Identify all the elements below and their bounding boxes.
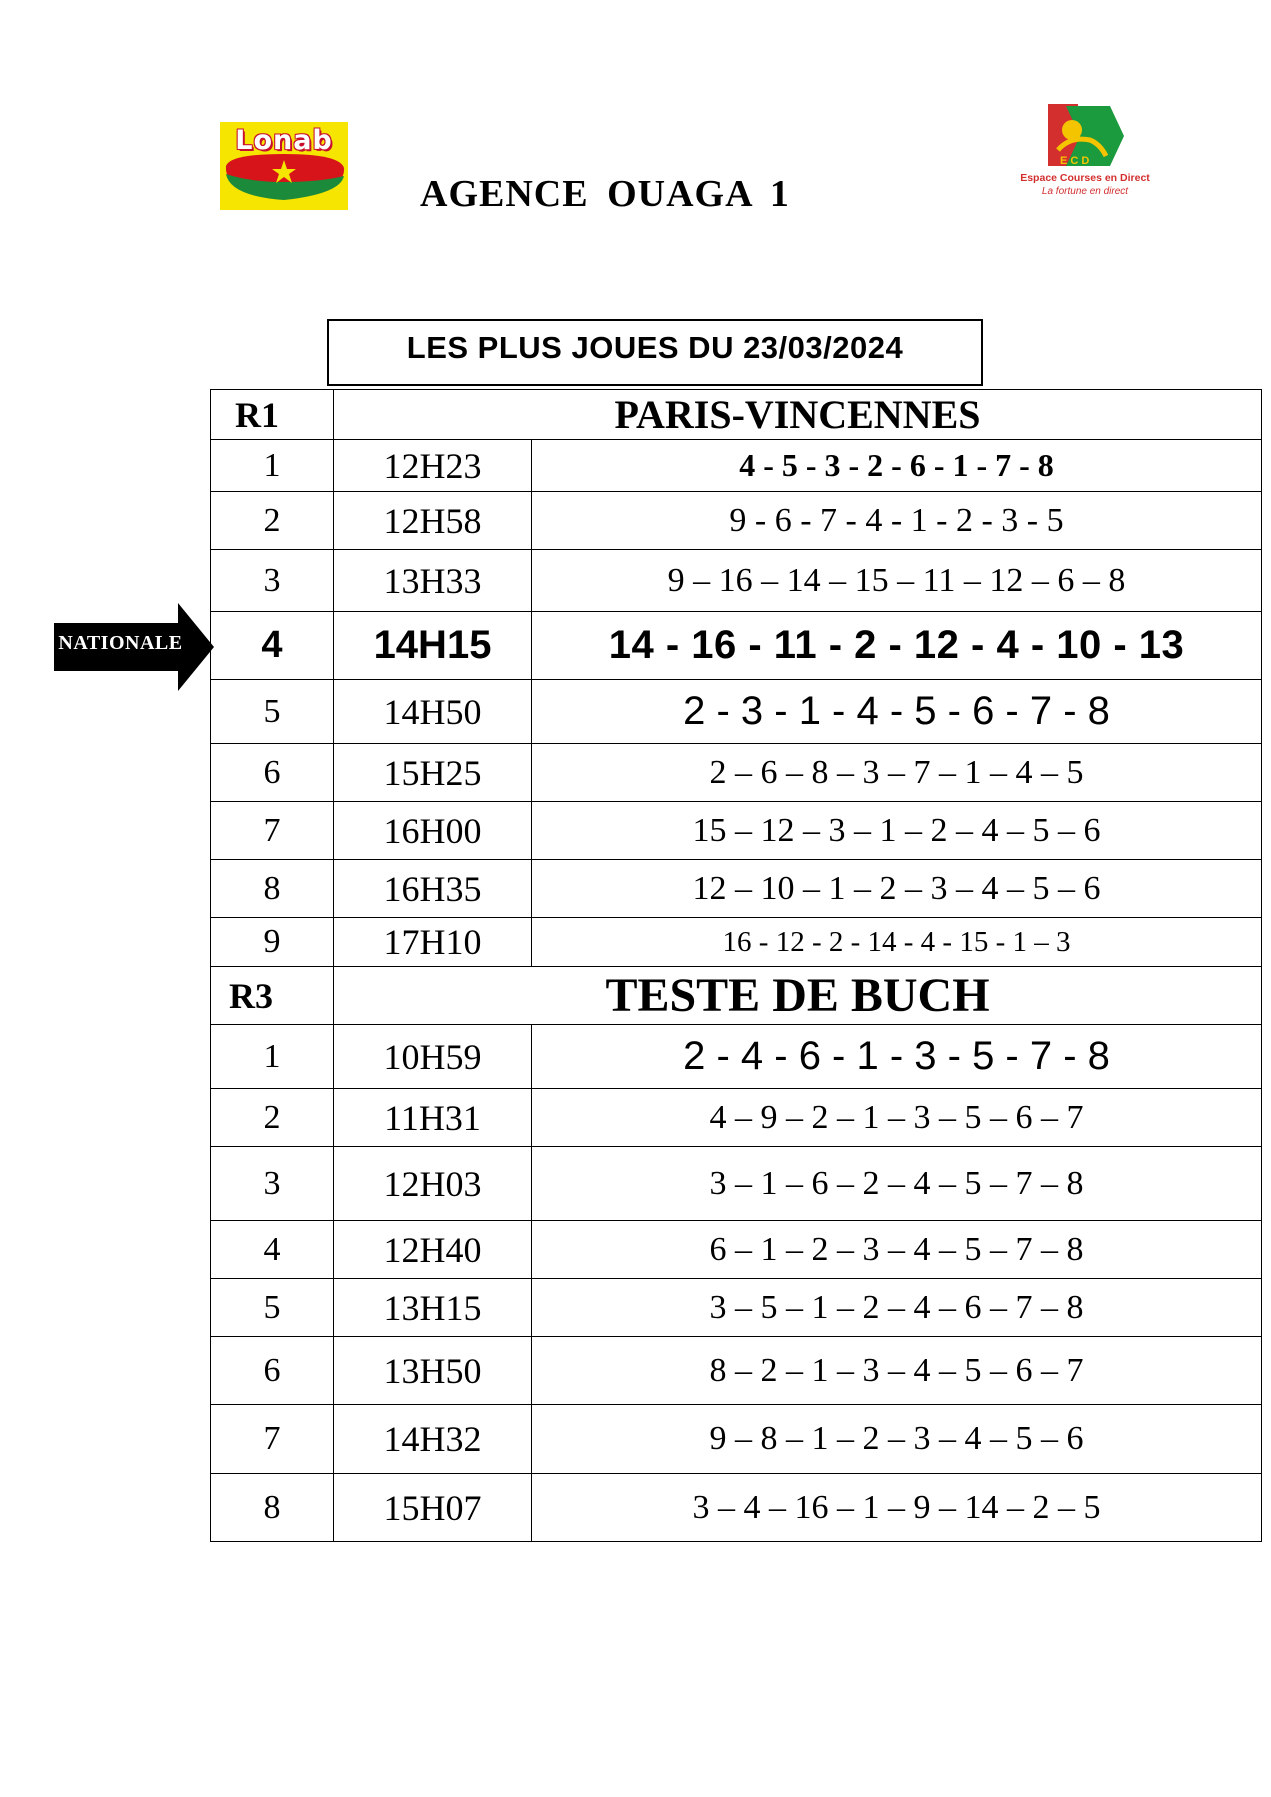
race-number: 7 — [211, 802, 334, 860]
race-result: 9 - 6 - 7 - 4 - 1 - 2 - 3 - 5 — [532, 492, 1262, 550]
table-row — [211, 802, 1262, 860]
race-result: 16 - 12 - 2 - 14 - 4 - 15 - 1 – 3 — [532, 918, 1262, 967]
table-row — [211, 860, 1262, 918]
race-result: 15 – 12 – 3 – 1 – 2 – 4 – 5 – 6 — [532, 802, 1262, 860]
table-row — [211, 1279, 1262, 1337]
table-row — [211, 1474, 1262, 1542]
ecd-tagline: Espace Courses en Direct — [1020, 172, 1150, 184]
race-time: 10H59 — [334, 1025, 532, 1089]
table-row-nationale — [211, 612, 1262, 680]
race-number: 6 — [211, 744, 334, 802]
race-result: 3 – 4 – 16 – 1 – 9 – 14 – 2 – 5 — [532, 1474, 1262, 1542]
race-number: 1 — [211, 1025, 334, 1089]
race-number: 9 — [211, 918, 334, 967]
agency-title: AGENCE OUAGA 1 — [420, 173, 790, 215]
race-number: 2 — [211, 492, 334, 550]
race-time: 13H33 — [334, 550, 532, 612]
race-result: 4 – 9 – 2 – 1 – 3 – 5 – 6 – 7 — [532, 1089, 1262, 1147]
race-time: 17H10 — [334, 918, 532, 967]
race-time: 15H07 — [334, 1474, 532, 1542]
meeting-header-r3 — [211, 967, 1262, 1025]
race-number: 8 — [211, 860, 334, 918]
race-time: 13H50 — [334, 1337, 532, 1405]
race-result: 2 - 4 - 6 - 1 - 3 - 5 - 7 - 8 — [532, 1025, 1262, 1089]
race-number: 3 — [211, 550, 334, 612]
race-time: 15H25 — [334, 744, 532, 802]
races-table — [210, 389, 1262, 1542]
race-result: 4 - 5 - 3 - 2 - 6 - 1 - 7 - 8 — [532, 440, 1262, 492]
reunion-label: R1 — [211, 390, 334, 440]
race-time: 16H00 — [334, 802, 532, 860]
meeting-header-r1 — [211, 390, 1262, 440]
race-result: 3 – 5 – 1 – 2 – 4 – 6 – 7 – 8 — [532, 1279, 1262, 1337]
race-result: 3 – 1 – 6 – 2 – 4 – 5 – 7 – 8 — [532, 1147, 1262, 1221]
race-result: 9 – 16 – 14 – 15 – 11 – 12 – 6 – 8 — [532, 550, 1262, 612]
race-number: 8 — [211, 1474, 334, 1542]
ecd-letters: E C D — [1060, 155, 1090, 167]
race-time: 12H58 — [334, 492, 532, 550]
race-time: 14H32 — [334, 1405, 532, 1474]
lonab-logo — [220, 122, 348, 210]
race-number: 5 — [211, 680, 334, 744]
table-row — [211, 1405, 1262, 1474]
race-number: 1 — [211, 440, 334, 492]
race-result: 12 – 10 – 1 – 2 – 3 – 4 – 5 – 6 — [532, 860, 1262, 918]
table-row — [211, 550, 1262, 612]
table-row — [211, 1147, 1262, 1221]
title-box — [327, 319, 983, 386]
nationale-label: NATIONALE — [58, 632, 183, 654]
table-row — [211, 1089, 1262, 1147]
race-result: 8 – 2 – 1 – 3 – 4 – 5 – 6 – 7 — [532, 1337, 1262, 1405]
race-time: 13H15 — [334, 1279, 532, 1337]
table-row — [211, 918, 1262, 967]
race-time: 12H23 — [334, 440, 532, 492]
table-row — [211, 1221, 1262, 1279]
table-row — [211, 1025, 1262, 1089]
table-row — [211, 744, 1262, 802]
race-number: 4 — [211, 1221, 334, 1279]
race-time: 14H50 — [334, 680, 532, 744]
lonab-logo-word: Lonab — [235, 125, 333, 156]
race-number: 7 — [211, 1405, 334, 1474]
page-title: LES PLUS JOUES DU 23/03/2024 — [406, 330, 904, 365]
race-result: 2 – 6 – 8 – 3 – 7 – 1 – 4 – 5 — [532, 744, 1262, 802]
reunion-label: R3 — [211, 967, 334, 1025]
table-row — [211, 680, 1262, 744]
table-row — [211, 492, 1262, 550]
venue-name: PARIS-VINCENNES — [334, 390, 1262, 440]
table-row — [211, 1337, 1262, 1405]
table-row — [211, 440, 1262, 492]
race-time: 12H03 — [334, 1147, 532, 1221]
race-result: 2 - 3 - 1 - 4 - 5 - 6 - 7 - 8 — [532, 680, 1262, 744]
race-result: 14 - 16 - 11 - 2 - 12 - 4 - 10 - 13 — [532, 612, 1262, 680]
ecd-slogan: La fortune en direct — [1041, 186, 1129, 197]
race-time: 11H31 — [334, 1089, 532, 1147]
race-number: 6 — [211, 1337, 334, 1405]
race-time: 12H40 — [334, 1221, 532, 1279]
race-number: 2 — [211, 1089, 334, 1147]
race-result: 9 – 8 – 1 – 2 – 3 – 4 – 5 – 6 — [532, 1405, 1262, 1474]
ecd-logo — [1010, 100, 1160, 205]
race-number: 4 — [211, 612, 334, 680]
race-number: 3 — [211, 1147, 334, 1221]
venue-name: TESTE DE BUCH — [334, 967, 1262, 1025]
race-result: 6 – 1 – 2 – 3 – 4 – 5 – 7 – 8 — [532, 1221, 1262, 1279]
race-number: 5 — [211, 1279, 334, 1337]
race-time: 16H35 — [334, 860, 532, 918]
ecd-emblem-icon — [1010, 100, 1160, 172]
race-time: 14H15 — [334, 612, 532, 680]
